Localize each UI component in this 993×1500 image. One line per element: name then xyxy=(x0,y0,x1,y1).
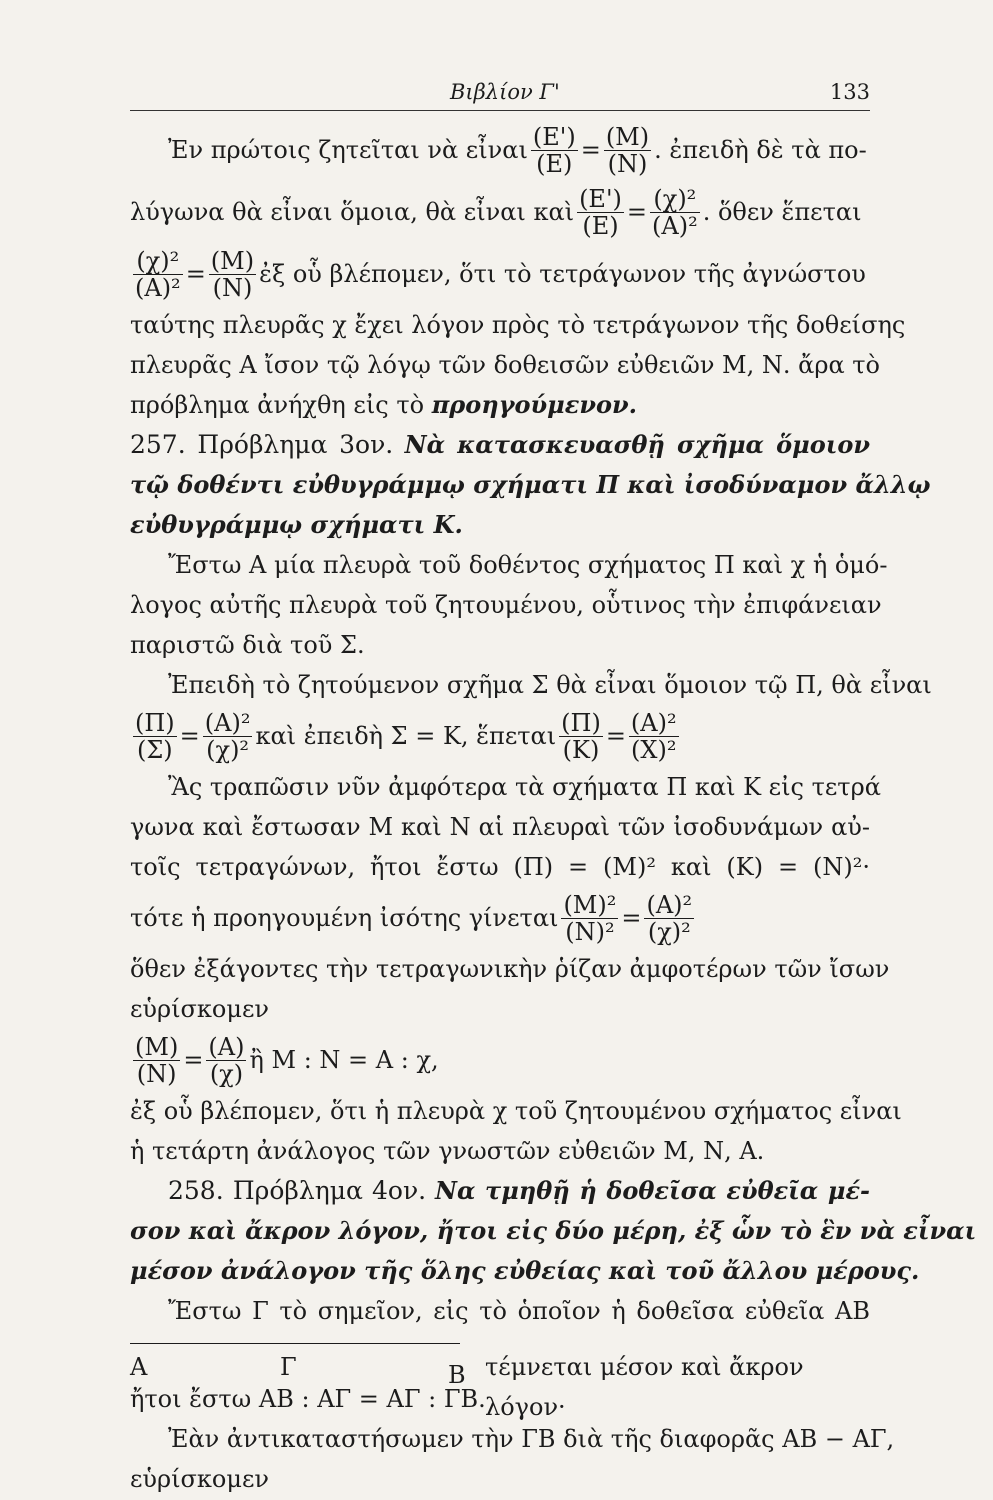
equals-sign: = xyxy=(626,198,648,226)
denominator: (χ)² xyxy=(206,735,250,764)
problem-258-heading xyxy=(130,1171,870,1211)
numerator: (χ)² xyxy=(133,248,183,275)
text-line: ταύτης πλευρᾶς χ ἔχει λόγον πρὸς τὸ τετράγωνον τῆς δοθείσης xyxy=(130,311,906,339)
text-line: ἐξ οὗ βλέπομεν, ὅτι ἡ πλευρὰ χ τοῦ ζητουμένου σχήματος εἶναι xyxy=(130,1097,902,1125)
numerator: (Α)² xyxy=(646,890,693,919)
denominator: (Ν) xyxy=(607,149,648,178)
fraction xyxy=(133,248,183,301)
text-line: ἤτοι ἔστω ΑΒ : ΑΓ = ΑΓ : ΓΒ. xyxy=(130,1385,486,1413)
numerator: (Α) xyxy=(208,1032,245,1061)
text: . ἐπειδὴ δὲ τὰ πο- xyxy=(654,136,867,164)
equation-line-1 xyxy=(130,119,870,181)
text-line: λογος αὐτῆς πλευρὰ τοῦ ζητουμένου, οὗτινος τὴν ἐπιφάνειαν xyxy=(130,591,882,619)
denominator: (Ε) xyxy=(536,149,573,178)
numerator: (Π) xyxy=(561,708,601,737)
text-line xyxy=(130,385,870,425)
emphasis: προηγούμενον. xyxy=(431,390,637,419)
denominator: (Α)² xyxy=(652,211,698,240)
equals-sign: = xyxy=(185,260,206,288)
denominator: (Σ) xyxy=(136,735,173,764)
text-line: πλευρᾶς Α ἴσον τῷ λόγῳ τῶν δοθεισῶν εὐθειῶν Μ, Ν. ἄρα τὸ xyxy=(130,351,880,379)
text-line: Ἔστω Γ τὸ σημεῖον, εἰς τὸ ὁποῖον ἡ δοθεῖσα εὐθεῖα ΑΒ xyxy=(168,1297,870,1325)
text: . ὅθεν ἕπεται xyxy=(702,198,862,226)
numerator: (Μ) xyxy=(135,1032,179,1061)
text-line: εὑρίσκομεν xyxy=(130,995,269,1023)
text-line: τοῖς τετραγώνων, ἤτοι ἔστω (Π) = (Μ)² καὶ (Κ) = (Ν)²· xyxy=(130,853,870,881)
equals-sign: = xyxy=(621,904,642,932)
text: ἢ Μ : Ν = Α : χ, xyxy=(249,1046,439,1074)
numerator: (Μ) xyxy=(210,246,255,275)
text-line: Ἐπειδὴ τὸ ζητούμενον σχῆμα Σ θὰ εἶναι ὅμοιον τῷ Π, θὰ εἶναι xyxy=(168,671,932,699)
text: τέμνεται μέσον καὶ ἄκρον λόγον· xyxy=(485,1353,804,1421)
fraction xyxy=(206,1034,246,1087)
point-label-b: Β xyxy=(448,1361,466,1389)
equation-line-4 xyxy=(130,705,870,767)
point-label-g: Γ xyxy=(280,1353,297,1381)
denominator: (Α)² xyxy=(135,273,181,302)
text: τότε ἡ προηγουμένη ἰσότης γίνεται xyxy=(130,904,559,932)
text-line: ὅθεν ἐξάγοντες τὴν τετραγωνικὴν ῥίζαν ἀμφοτέρων τῶν ἴσων xyxy=(130,955,890,983)
numerator: (χ)² xyxy=(650,186,700,213)
book-page xyxy=(130,60,977,1499)
problem-number: 257. Πρόβλημα 3ον. xyxy=(130,430,394,459)
fraction xyxy=(209,248,256,301)
problem-title-line: μέσον ἀνάλογον τῆς ὅλης εὐθείας καὶ τοῦ ἄλλου μέρους. xyxy=(130,1256,920,1285)
numerator: (Μ) xyxy=(605,122,650,151)
fraction xyxy=(629,710,679,763)
fraction xyxy=(559,710,603,763)
numerator: (Π) xyxy=(135,708,175,737)
fraction xyxy=(650,186,700,239)
fraction xyxy=(133,710,177,763)
numerator: (Α)² xyxy=(630,708,677,737)
fraction xyxy=(604,124,651,177)
equation-line-3 xyxy=(130,243,870,305)
equals-sign: = xyxy=(179,722,200,750)
equals-sign: = xyxy=(605,722,626,750)
running-header xyxy=(130,60,870,111)
problem-title-line: σον καὶ ἄκρον λόγον, ἤτοι εἰς δύο μέρη, ἐξ ὧν τὸ ἓν νὰ εἶναι xyxy=(130,1216,977,1245)
denominator: (χ)² xyxy=(647,917,691,946)
equals-sign: = xyxy=(580,136,601,164)
page-number: 133 xyxy=(829,80,870,104)
denominator: (Ν) xyxy=(136,1059,177,1088)
denominator: (Ε) xyxy=(582,211,619,240)
denominator: (χ) xyxy=(209,1059,244,1088)
problem-title-line: τῷ δοθέντι εὐθυγράμμῳ σχήματι Π καὶ ἰσοδύναμον ἄλλῳ xyxy=(130,470,931,499)
equation-line-2 xyxy=(130,181,870,243)
equals-sign: = xyxy=(183,1046,204,1074)
text: Ἐν πρώτοις ζητεῖται νὰ εἶναι xyxy=(168,136,528,164)
problem-number: 258. Πρόβλημα 4ον. xyxy=(168,1176,427,1205)
fraction xyxy=(531,124,578,177)
fraction xyxy=(203,710,253,763)
numerator: (Ε') xyxy=(532,122,576,151)
text-line: εὑρίσκομεν xyxy=(130,1465,269,1493)
text-line: γωνα καὶ ἔστωσαν Μ καὶ Ν αἱ πλευραὶ τῶν ἰσοδυνάμων αὐ- xyxy=(130,813,870,841)
fraction xyxy=(561,892,618,945)
equation-line-6 xyxy=(130,1029,870,1091)
header-title: Βιβλίον Γ' xyxy=(450,80,560,104)
fraction xyxy=(577,186,624,239)
text: ἐξ οὗ βλέπομεν, ὅτι τὸ τετράγωνον τῆς ἀγνώστου xyxy=(259,260,866,288)
fraction xyxy=(133,1034,180,1087)
denominator: (Κ) xyxy=(562,735,600,764)
text: λύγωνα θὰ εἶναι ὅμοια, θὰ εἶναι καὶ xyxy=(130,198,575,226)
text-line: Ἔστω Α μία πλευρὰ τοῦ δοθέντος σχήματος Π καὶ χ ἡ ὁμό- xyxy=(168,551,888,579)
denominator: (Χ)² xyxy=(631,735,677,764)
problem-title: Νὰ κατασκευασθῇ σχῆμα ὅμοιον xyxy=(404,430,870,459)
equation-line-5 xyxy=(130,887,870,949)
denominator: (Ν)² xyxy=(565,917,615,946)
text: πρόβλημα ἀνήχθη εἰς τὸ xyxy=(130,391,425,419)
problem-title-line: εὐθυγράμμῳ σχήματι Κ. xyxy=(130,510,463,539)
numerator: (Ε') xyxy=(579,184,622,213)
numerator: (Μ)² xyxy=(563,890,617,919)
problem-257-heading xyxy=(130,425,870,465)
text-line: Ἐὰν ἀντικαταστήσωμεν τὴν ΓΒ διὰ τῆς διαφορᾶς ΑΒ − ΑΓ, xyxy=(168,1425,895,1453)
point-label-a: Α xyxy=(130,1353,148,1381)
text-line: παριστῶ διὰ τοῦ Σ. xyxy=(130,631,365,659)
text: καὶ ἐπειδὴ Σ = Κ, ἕπεται xyxy=(255,722,557,750)
fraction xyxy=(644,892,694,945)
text-line: ἡ τετάρτη ἀνάλογος τῶν γνωστῶν εὐθειῶν Μ, Ν, Α. xyxy=(130,1137,765,1165)
numerator: (Α)² xyxy=(204,708,251,737)
denominator: (Ν) xyxy=(212,273,253,302)
problem-title: Να τμηθῇ ἡ δοθεῖσα εὐθεῖα μέ- xyxy=(435,1176,870,1205)
text-line: Ἂς τραπῶσιν νῦν ἀμφότερα τὰ σχήματα Π καὶ Κ εἰς τετρά xyxy=(168,773,881,801)
segment-line xyxy=(130,1343,460,1344)
